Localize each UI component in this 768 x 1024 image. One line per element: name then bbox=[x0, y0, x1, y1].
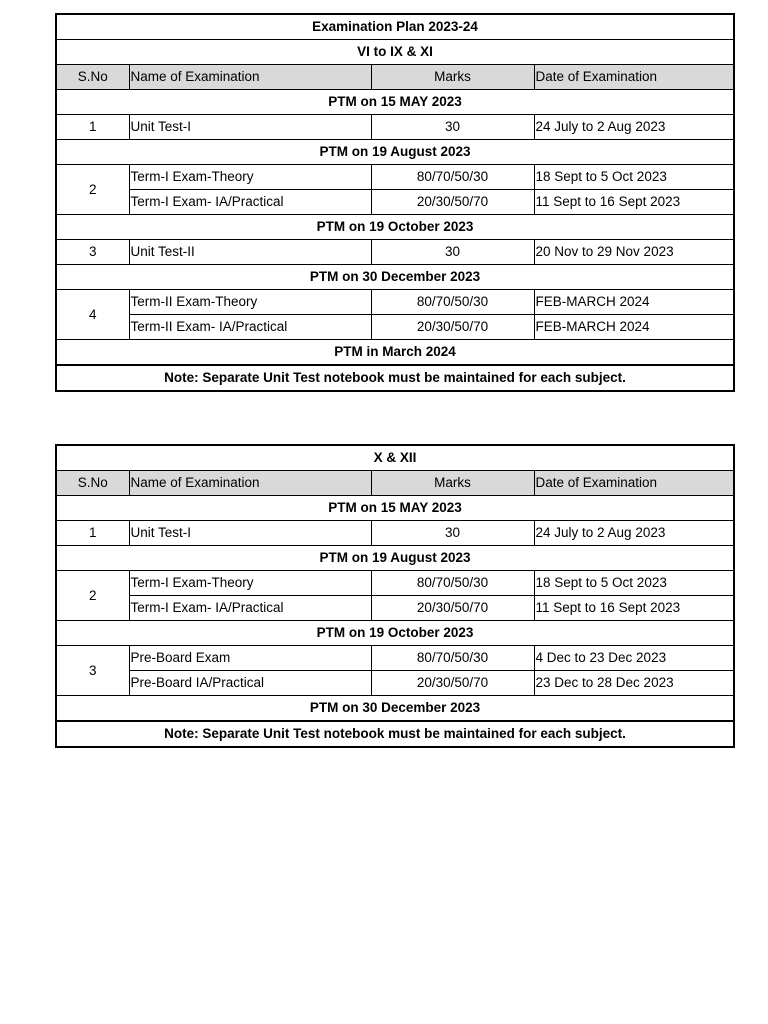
ptm-label: PTM on 19 August 2023 bbox=[56, 546, 734, 571]
ptm-row bbox=[56, 265, 734, 290]
table-row bbox=[56, 240, 734, 265]
table-row bbox=[56, 190, 734, 215]
table-subtitle-row bbox=[56, 445, 734, 471]
row-sno: 1 bbox=[56, 521, 129, 546]
header-sno: S.No bbox=[56, 471, 129, 496]
row-marks: 30 bbox=[371, 115, 534, 140]
ptm-row bbox=[56, 140, 734, 165]
ptm-row bbox=[56, 621, 734, 646]
table-title: Examination Plan 2023-24 bbox=[56, 14, 734, 40]
ptm-row bbox=[56, 546, 734, 571]
header-name: Name of Examination bbox=[129, 471, 371, 496]
row-date: 11 Sept to 16 Sept 2023 bbox=[534, 190, 734, 215]
table-row bbox=[56, 671, 734, 696]
row-date: FEB-MARCH 2024 bbox=[534, 290, 734, 315]
class-group-title: VI to IX & XI bbox=[56, 40, 734, 65]
table-title-row bbox=[56, 14, 734, 40]
row-marks: 20/30/50/70 bbox=[371, 315, 534, 340]
table-row bbox=[56, 165, 734, 190]
class-group-title: X & XII bbox=[56, 445, 734, 471]
column-header-row bbox=[56, 471, 734, 496]
header-marks: Marks bbox=[371, 65, 534, 90]
row-sno: 3 bbox=[56, 240, 129, 265]
ptm-row bbox=[56, 215, 734, 240]
row-date: 18 Sept to 5 Oct 2023 bbox=[534, 571, 734, 596]
row-date: FEB-MARCH 2024 bbox=[534, 315, 734, 340]
row-sno: 1 bbox=[56, 115, 129, 140]
row-marks: 30 bbox=[371, 240, 534, 265]
ptm-label: PTM on 19 October 2023 bbox=[56, 621, 734, 646]
row-exam-name: Pre-Board Exam bbox=[129, 646, 371, 671]
ptm-label: PTM in March 2024 bbox=[56, 340, 734, 366]
note-row bbox=[56, 721, 734, 747]
row-exam-name: Term-I Exam-Theory bbox=[129, 165, 371, 190]
row-sno: 3 bbox=[56, 646, 129, 696]
row-date: 23 Dec to 28 Dec 2023 bbox=[534, 671, 734, 696]
note-text: Note: Separate Unit Test notebook must be maintained for each subject. bbox=[56, 721, 734, 747]
row-marks: 80/70/50/30 bbox=[371, 165, 534, 190]
ptm-row bbox=[56, 696, 734, 722]
table-subtitle-row bbox=[56, 40, 734, 65]
ptm-label: PTM on 30 December 2023 bbox=[56, 265, 734, 290]
row-date: 18 Sept to 5 Oct 2023 bbox=[534, 165, 734, 190]
row-date: 20 Nov to 29 Nov 2023 bbox=[534, 240, 734, 265]
ptm-label: PTM on 19 October 2023 bbox=[56, 215, 734, 240]
ptm-label: PTM on 30 December 2023 bbox=[56, 696, 734, 722]
header-date: Date of Examination bbox=[534, 471, 734, 496]
note-row bbox=[56, 365, 734, 391]
ptm-label: PTM on 15 MAY 2023 bbox=[56, 90, 734, 115]
row-marks: 20/30/50/70 bbox=[371, 596, 534, 621]
table-row bbox=[56, 290, 734, 315]
table-row bbox=[56, 646, 734, 671]
row-exam-name: Term-I Exam-Theory bbox=[129, 571, 371, 596]
row-exam-name: Term-II Exam- IA/Practical bbox=[129, 315, 371, 340]
row-exam-name: Pre-Board IA/Practical bbox=[129, 671, 371, 696]
exam-plan-table-x-xii bbox=[55, 444, 735, 748]
row-date: 4 Dec to 23 Dec 2023 bbox=[534, 646, 734, 671]
row-exam-name: Term-I Exam- IA/Practical bbox=[129, 190, 371, 215]
row-exam-name: Unit Test-I bbox=[129, 115, 371, 140]
ptm-row bbox=[56, 496, 734, 521]
table-row bbox=[56, 115, 734, 140]
row-exam-name: Term-II Exam-Theory bbox=[129, 290, 371, 315]
exam-plan-table-vi-to-ix-xi bbox=[55, 13, 735, 392]
row-date: 24 July to 2 Aug 2023 bbox=[534, 115, 734, 140]
row-sno: 2 bbox=[56, 165, 129, 215]
row-sno: 2 bbox=[56, 571, 129, 621]
ptm-label: PTM on 15 MAY 2023 bbox=[56, 496, 734, 521]
row-date: 24 July to 2 Aug 2023 bbox=[534, 521, 734, 546]
header-marks: Marks bbox=[371, 471, 534, 496]
row-exam-name: Term-I Exam- IA/Practical bbox=[129, 596, 371, 621]
table-row bbox=[56, 596, 734, 621]
row-date: 11 Sept to 16 Sept 2023 bbox=[534, 596, 734, 621]
table-row bbox=[56, 571, 734, 596]
row-marks: 20/30/50/70 bbox=[371, 190, 534, 215]
row-marks: 80/70/50/30 bbox=[371, 571, 534, 596]
row-marks: 80/70/50/30 bbox=[371, 646, 534, 671]
table-row bbox=[56, 315, 734, 340]
ptm-row bbox=[56, 340, 734, 366]
ptm-label: PTM on 19 August 2023 bbox=[56, 140, 734, 165]
row-marks: 80/70/50/30 bbox=[371, 290, 534, 315]
header-sno: S.No bbox=[56, 65, 129, 90]
row-marks: 30 bbox=[371, 521, 534, 546]
header-date: Date of Examination bbox=[534, 65, 734, 90]
note-text: Note: Separate Unit Test notebook must be maintained for each subject. bbox=[56, 365, 734, 391]
row-sno: 4 bbox=[56, 290, 129, 340]
ptm-row bbox=[56, 90, 734, 115]
table-row bbox=[56, 521, 734, 546]
header-name: Name of Examination bbox=[129, 65, 371, 90]
row-exam-name: Unit Test-I bbox=[129, 521, 371, 546]
row-marks: 20/30/50/70 bbox=[371, 671, 534, 696]
row-exam-name: Unit Test-II bbox=[129, 240, 371, 265]
column-header-row bbox=[56, 65, 734, 90]
